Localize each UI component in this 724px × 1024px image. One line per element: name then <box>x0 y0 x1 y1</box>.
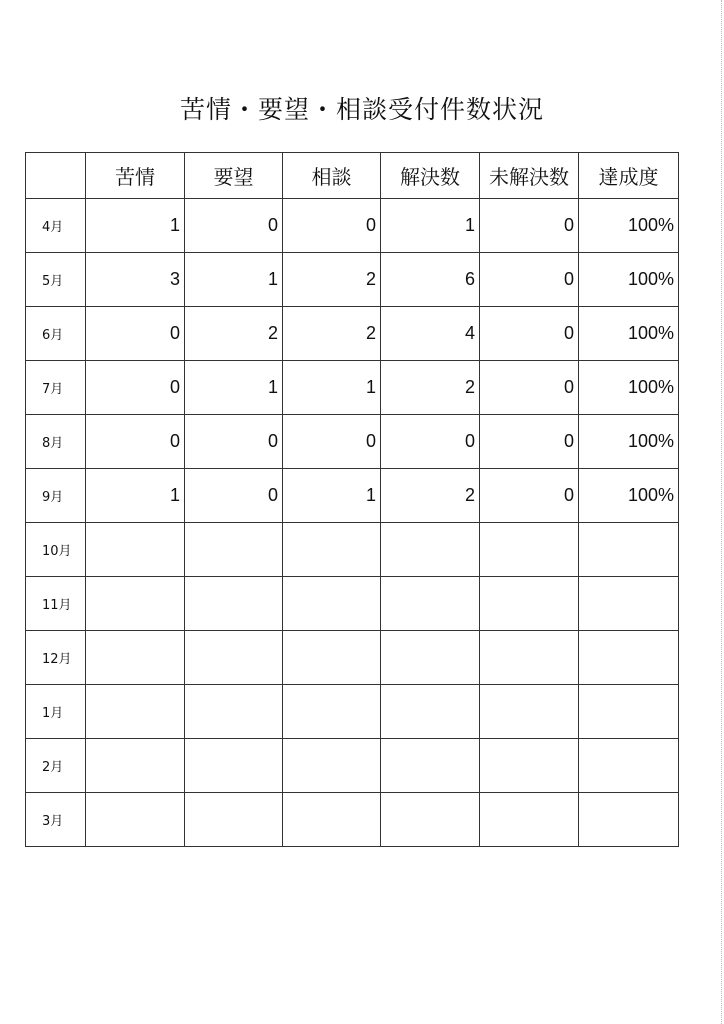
table-row <box>26 685 679 739</box>
month-cell: 6月 <box>26 307 86 361</box>
consultations-cell: 1 <box>283 469 381 523</box>
table-row <box>26 415 679 469</box>
month-cell: 3月 <box>26 793 86 847</box>
resolved-cell: 2 <box>381 469 480 523</box>
header-achievement: 達成度 <box>579 153 679 199</box>
table-row <box>26 523 679 577</box>
unresolved-cell: 0 <box>480 307 579 361</box>
consultations-cell: 2 <box>283 253 381 307</box>
complaints-table <box>25 152 679 847</box>
requests-cell: 1 <box>185 361 283 415</box>
month-cell: 4月 <box>26 199 86 253</box>
page-title: 苦情・要望・相談受付件数状況 <box>179 95 544 124</box>
complaints-cell <box>86 523 185 577</box>
complaints-cell <box>86 631 185 685</box>
consultations-cell: 1 <box>283 361 381 415</box>
requests-cell: 0 <box>185 469 283 523</box>
resolved-cell <box>381 577 480 631</box>
header-requests: 要望 <box>185 153 283 199</box>
requests-cell <box>185 523 283 577</box>
scan-edge <box>720 0 722 1024</box>
table-row <box>26 199 679 253</box>
requests-cell: 1 <box>185 253 283 307</box>
complaints-cell: 0 <box>86 307 185 361</box>
table-row <box>26 361 679 415</box>
consultations-cell <box>283 739 381 793</box>
complaints-cell: 3 <box>86 253 185 307</box>
month-cell: 11月 <box>26 577 86 631</box>
month-cell: 7月 <box>26 361 86 415</box>
month-cell: 10月 <box>26 523 86 577</box>
table-row <box>26 577 679 631</box>
achievement-cell: 100% <box>579 307 679 361</box>
resolved-cell: 2 <box>381 361 480 415</box>
achievement-cell: 100% <box>579 415 679 469</box>
achievement-cell: 100% <box>579 361 679 415</box>
requests-cell: 0 <box>185 415 283 469</box>
unresolved-cell <box>480 739 579 793</box>
table-body <box>26 199 679 847</box>
header-complaints: 苦情 <box>86 153 185 199</box>
consultations-cell <box>283 577 381 631</box>
resolved-cell: 6 <box>381 253 480 307</box>
unresolved-cell <box>480 685 579 739</box>
consultations-cell <box>283 685 381 739</box>
consultations-cell <box>283 631 381 685</box>
consultations-cell: 2 <box>283 307 381 361</box>
consultations-cell <box>283 523 381 577</box>
achievement-cell: 100% <box>579 469 679 523</box>
complaints-cell <box>86 793 185 847</box>
month-cell: 12月 <box>26 631 86 685</box>
resolved-cell: 1 <box>381 199 480 253</box>
achievement-cell <box>579 739 679 793</box>
resolved-cell <box>381 631 480 685</box>
consultations-cell: 0 <box>283 199 381 253</box>
month-cell: 8月 <box>26 415 86 469</box>
unresolved-cell: 0 <box>480 253 579 307</box>
complaints-cell: 0 <box>86 415 185 469</box>
unresolved-cell: 0 <box>480 361 579 415</box>
requests-cell <box>185 577 283 631</box>
achievement-cell: 100% <box>579 253 679 307</box>
requests-cell: 0 <box>185 199 283 253</box>
header-resolved: 解決数 <box>381 153 480 199</box>
resolved-cell: 0 <box>381 415 480 469</box>
complaints-cell <box>86 739 185 793</box>
resolved-cell <box>381 739 480 793</box>
unresolved-cell: 0 <box>480 415 579 469</box>
complaints-cell: 0 <box>86 361 185 415</box>
resolved-cell <box>381 793 480 847</box>
unresolved-cell <box>480 577 579 631</box>
resolved-cell <box>381 523 480 577</box>
month-cell: 5月 <box>26 253 86 307</box>
unresolved-cell: 0 <box>480 469 579 523</box>
achievement-cell <box>579 685 679 739</box>
unresolved-cell <box>480 631 579 685</box>
complaints-cell: 1 <box>86 469 185 523</box>
header-consultations: 相談 <box>283 153 381 199</box>
month-cell: 9月 <box>26 469 86 523</box>
consultations-cell <box>283 793 381 847</box>
unresolved-cell <box>480 793 579 847</box>
header-corner <box>26 153 86 199</box>
consultations-cell: 0 <box>283 415 381 469</box>
unresolved-cell: 0 <box>480 199 579 253</box>
table-row <box>26 739 679 793</box>
requests-cell <box>185 793 283 847</box>
table-row <box>26 793 679 847</box>
table-row <box>26 469 679 523</box>
header-unresolved: 未解決数 <box>480 153 579 199</box>
complaints-cell <box>86 577 185 631</box>
requests-cell: 2 <box>185 307 283 361</box>
requests-cell <box>185 685 283 739</box>
month-cell: 2月 <box>26 739 86 793</box>
resolved-cell <box>381 685 480 739</box>
requests-cell <box>185 631 283 685</box>
achievement-cell <box>579 523 679 577</box>
header-row <box>26 153 679 199</box>
table-row <box>26 307 679 361</box>
requests-cell <box>185 739 283 793</box>
unresolved-cell <box>480 523 579 577</box>
achievement-cell <box>579 631 679 685</box>
table-row <box>26 253 679 307</box>
achievement-cell <box>579 577 679 631</box>
complaints-cell: 1 <box>86 199 185 253</box>
complaints-cell <box>86 685 185 739</box>
achievement-cell: 100% <box>579 199 679 253</box>
month-cell: 1月 <box>26 685 86 739</box>
achievement-cell <box>579 793 679 847</box>
table-row <box>26 631 679 685</box>
resolved-cell: 4 <box>381 307 480 361</box>
